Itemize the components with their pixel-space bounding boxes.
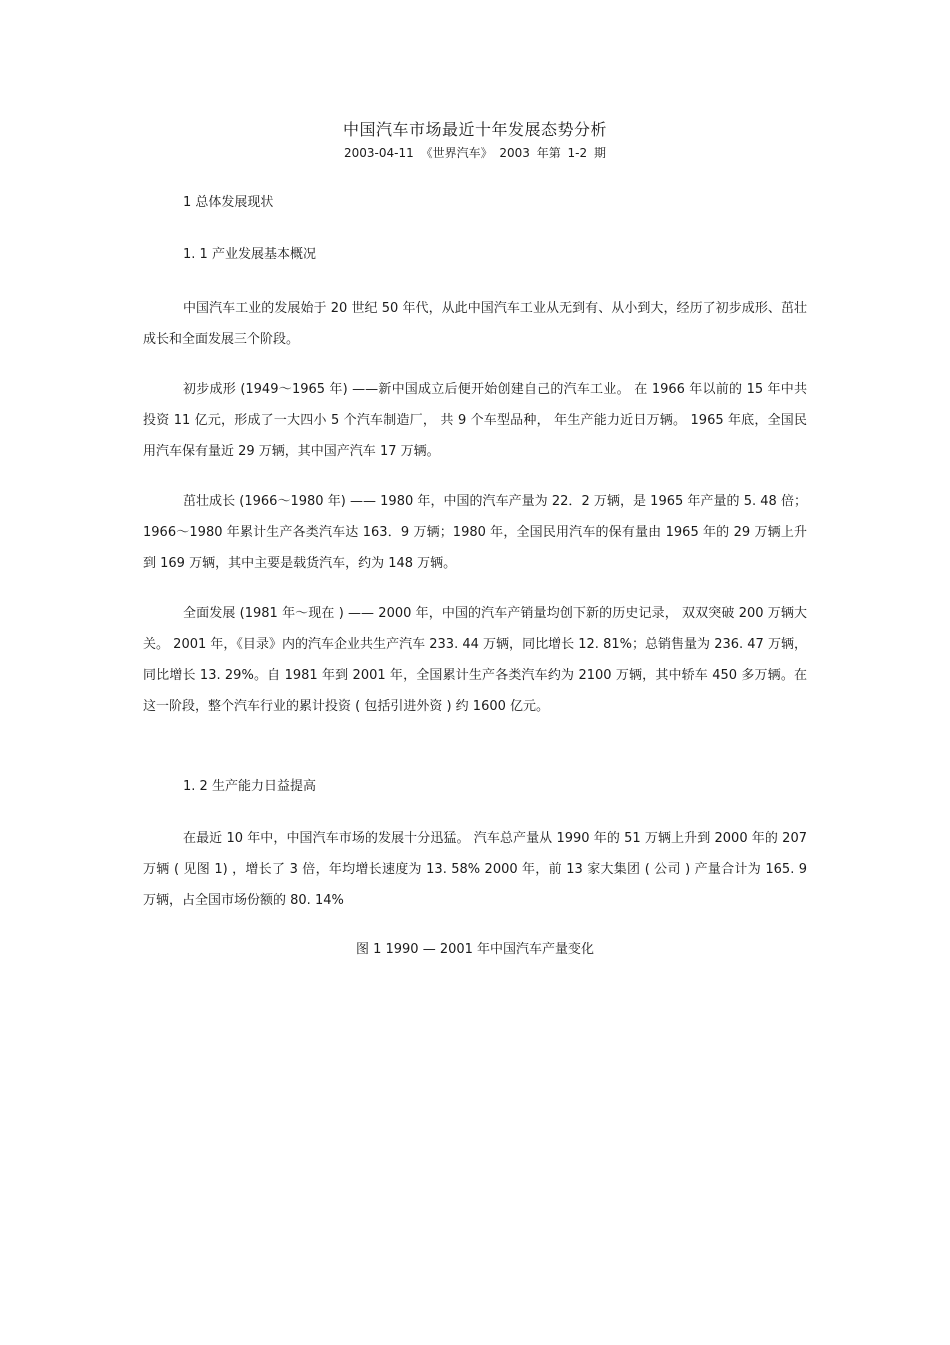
document-source-line: 2003-04-11 《世界汽车》 2003 年第 1-2 期 <box>344 146 606 160</box>
section-heading-1: 1 总体发展现状 <box>183 195 274 210</box>
paragraph-initial-stage: 初步成形 (1949～1965 年) ——新中国成立后便开始创建自己的汽车工业。 在 1966 年以前的 15 年中共投资 11 亿元，形成了一大四小 5 个汽车制造厂， 共 9 个车型品种， 年生产能力近日万辆。 1965 年底，全国民用汽车保有量近 29 万辆，其中国产汽车 17 万辆。 <box>143 382 807 459</box>
section-heading-1-2: 1. 2 生产能力日益提高 <box>183 779 316 794</box>
paragraph-capacity: 在最近 10 年中，中国汽车市场的发展十分迅猛。 汽车总产量从 1990 年的 51 万辆上升到 2000 年的 207 万辆 ( 见图 1) ，增长了 3 倍，年均增长速度为 13. 58% 2000 年，前 13 家大集团 ( 公司 ) 产量合计为 165. 9 万辆，占全国市场份额的 80. 14% <box>143 831 807 908</box>
paragraph-overview: 中国汽车工业的发展始于 20 世纪 50 年代，从此中国汽车工业从无到有、从小到大，经历了初步成形、茁壮成长和全面发展三个阶段。 <box>143 301 807 347</box>
paragraph-growth-stage: 茁壮成长 (1966～1980 年) —— 1980 年，中国的汽车产量为 22．2 万辆，是 1965 年产量的 5. 48 倍；1966～1980 年累计生产各类汽车达 163．9 万辆；1980 年，全国民用汽车的保有量由 1965 年的 29 万辆上升到 169 万辆，其中主要是载货汽车，约为 148 万辆。 <box>143 494 807 571</box>
paragraph-full-development: 全面发展 (1981 年～现在 ) —— 2000 年，中国的汽车产销量均创下新的历史记录， 双双突破 200 万辆大关。 2001 年，《目录》内的汽车企业共生产汽车 233. 44 万辆，同比增长 12. 81%；总销售量为 236. 47 万辆，同比增长 13. 29%。自 1981 年到 2001 年，全国累计生产各类汽车约为 2100 万辆，其中轿车 450 多万辆。在这一阶段，整个汽车行业的累计投资 ( 包括引进外资 ) 约 1600 亿元。 <box>143 606 807 714</box>
figure-caption: 图 1 1990 — 2001 年中国汽车产量变化 <box>355 942 595 957</box>
document-title: 中国汽车市场最近十年发展态势分析 <box>342 120 607 139</box>
section-heading-1-1: 1. 1 产业发展基本概况 <box>183 247 316 262</box>
